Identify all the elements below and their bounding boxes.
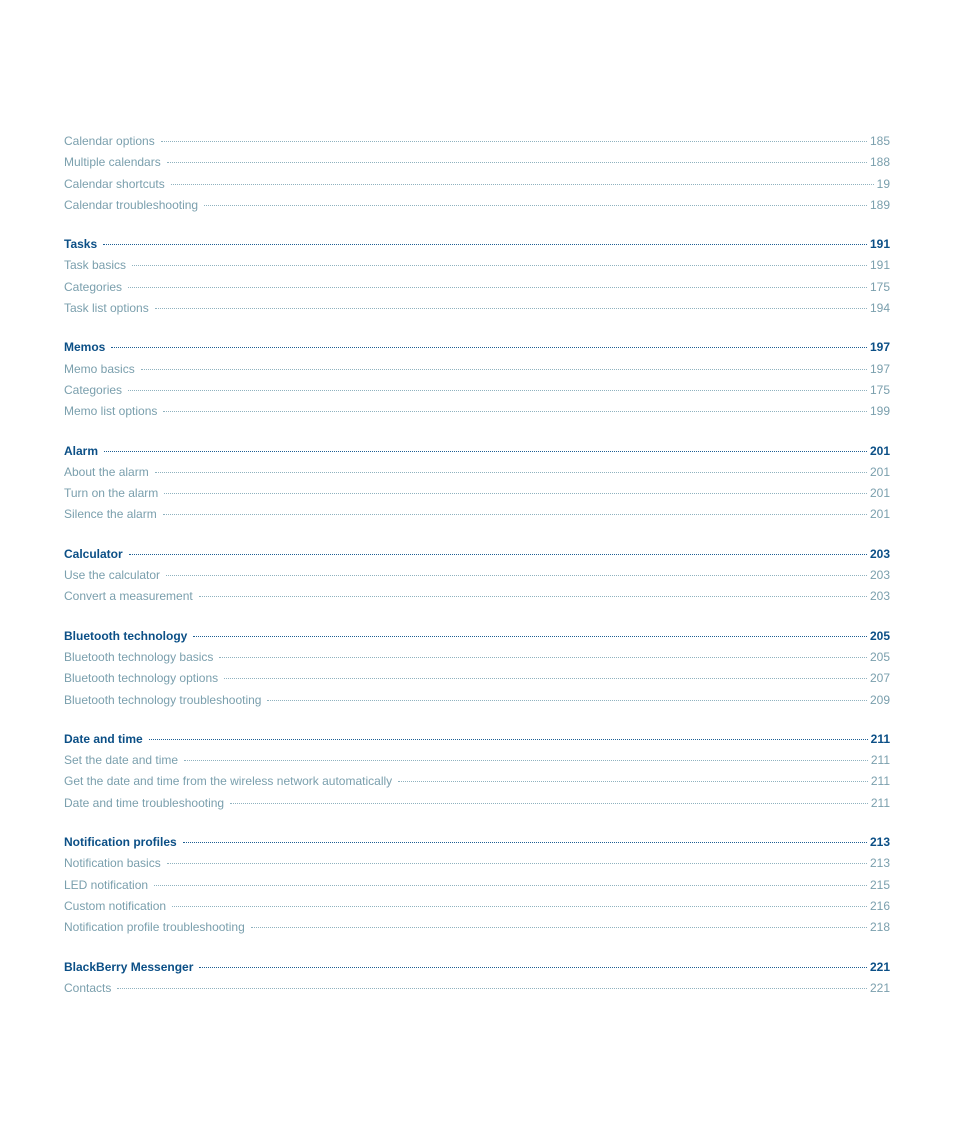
toc-entry[interactable] bbox=[64, 195, 890, 216]
toc-heading-title: BlackBerry Messenger bbox=[64, 959, 194, 974]
toc-section bbox=[64, 729, 890, 814]
toc-entry[interactable] bbox=[64, 401, 890, 422]
toc-entry-title: Memo list options bbox=[64, 404, 158, 419]
toc-entry[interactable] bbox=[64, 586, 890, 607]
dot-leader bbox=[155, 308, 867, 309]
toc-entry[interactable] bbox=[64, 380, 890, 401]
dot-leader bbox=[128, 287, 867, 288]
toc-entry-page-number: 185 bbox=[869, 134, 890, 148]
toc-entry[interactable] bbox=[64, 668, 890, 689]
dot-leader bbox=[183, 842, 867, 843]
toc-entry-page-number: 218 bbox=[869, 920, 890, 935]
toc-entry[interactable] bbox=[64, 565, 890, 586]
table-of-contents bbox=[64, 131, 890, 1017]
toc-heading[interactable] bbox=[64, 626, 890, 647]
toc-heading-page-number: 203 bbox=[869, 546, 890, 561]
toc-entry[interactable] bbox=[64, 359, 890, 380]
toc-entry[interactable] bbox=[64, 793, 890, 814]
toc-heading-page-number: 221 bbox=[869, 959, 890, 974]
toc-heading-page-number: 197 bbox=[869, 340, 890, 355]
toc-entry[interactable] bbox=[64, 978, 890, 999]
toc-section bbox=[64, 544, 890, 608]
toc-entry-page-number: 211 bbox=[870, 795, 890, 810]
dot-leader bbox=[230, 803, 868, 804]
dot-leader bbox=[171, 184, 874, 185]
toc-entry[interactable] bbox=[64, 875, 890, 896]
toc-heading-page-number: 213 bbox=[869, 835, 890, 850]
toc-entry-page-number: 215 bbox=[869, 877, 890, 892]
toc-heading-page-number: 191 bbox=[869, 237, 890, 252]
toc-entry-page-number: 211 bbox=[870, 774, 890, 789]
toc-entry[interactable] bbox=[64, 483, 890, 504]
dot-leader bbox=[155, 472, 867, 473]
toc-entry-title: Notification profile troubleshooting bbox=[64, 920, 245, 935]
toc-entry-page-number: 209 bbox=[869, 692, 890, 707]
dot-leader bbox=[172, 906, 867, 907]
toc-entry-title: LED notification bbox=[64, 877, 149, 892]
toc-entry-page-number: 203 bbox=[869, 568, 890, 583]
toc-entry-page-number: 197 bbox=[869, 361, 890, 376]
toc-entry-title: Bluetooth technology basics bbox=[64, 649, 214, 664]
toc-heading[interactable] bbox=[64, 234, 890, 255]
toc-heading[interactable] bbox=[64, 729, 890, 750]
toc-entry[interactable] bbox=[64, 298, 890, 319]
toc-entry-title: Calendar troubleshooting bbox=[64, 197, 199, 212]
toc-entry-page-number: 175 bbox=[869, 279, 890, 294]
toc-heading[interactable] bbox=[64, 441, 890, 462]
toc-entry[interactable] bbox=[64, 277, 890, 298]
toc-heading[interactable] bbox=[64, 337, 890, 358]
toc-entry-page-number: 203 bbox=[869, 589, 890, 604]
toc-entry[interactable] bbox=[64, 647, 890, 668]
dot-leader bbox=[224, 678, 867, 679]
toc-heading-title: Notification profiles bbox=[64, 835, 177, 850]
toc-entry-page-number: 213 bbox=[869, 856, 890, 871]
dot-leader bbox=[219, 657, 867, 658]
toc-heading-page-number: 201 bbox=[869, 443, 890, 458]
toc-entry-page-number: 201 bbox=[869, 464, 890, 479]
toc-heading[interactable] bbox=[64, 832, 890, 853]
toc-section bbox=[64, 626, 890, 711]
toc-section bbox=[64, 234, 890, 319]
toc-heading-title: Bluetooth technology bbox=[64, 628, 188, 643]
toc-heading-title: Date and time bbox=[64, 731, 143, 746]
dot-leader bbox=[167, 863, 867, 864]
dot-leader bbox=[398, 781, 868, 782]
toc-entry-title: Get the date and time from the wireless network automatically bbox=[64, 774, 393, 789]
toc-entry-title: Turn on the alarm bbox=[64, 486, 159, 501]
toc-heading[interactable] bbox=[64, 544, 890, 565]
dot-leader bbox=[161, 141, 867, 142]
toc-entry-page-number: 19 bbox=[876, 176, 890, 191]
dot-leader bbox=[149, 739, 868, 740]
dot-leader bbox=[204, 205, 867, 206]
toc-entry-page-number: 201 bbox=[869, 486, 890, 501]
dot-leader bbox=[141, 369, 867, 370]
dot-leader bbox=[199, 967, 867, 968]
toc-entry-title: Calendar options bbox=[64, 134, 155, 148]
toc-entry[interactable] bbox=[64, 750, 890, 771]
dot-leader bbox=[117, 988, 867, 989]
toc-entry-title: Task list options bbox=[64, 301, 149, 316]
toc-entry-title: Use the calculator bbox=[64, 568, 161, 583]
dot-leader bbox=[132, 265, 867, 266]
toc-heading-page-number: 211 bbox=[870, 731, 890, 746]
toc-entry-title: Calendar shortcuts bbox=[64, 176, 165, 191]
toc-entry-page-number: 188 bbox=[869, 155, 890, 170]
toc-entry-title: Bluetooth technology options bbox=[64, 671, 219, 686]
toc-entry[interactable] bbox=[64, 853, 890, 874]
toc-entry-page-number: 207 bbox=[869, 671, 890, 686]
toc-entry-page-number: 191 bbox=[869, 258, 890, 273]
toc-entry-title: Categories bbox=[64, 279, 123, 294]
toc-entry-title: Silence the alarm bbox=[64, 507, 157, 522]
dot-leader bbox=[267, 700, 866, 701]
toc-section bbox=[64, 832, 890, 938]
toc-entry[interactable] bbox=[64, 896, 890, 917]
toc-heading-page-number: 205 bbox=[869, 628, 890, 643]
dot-leader bbox=[184, 760, 868, 761]
toc-entry-title: Notification basics bbox=[64, 856, 161, 871]
toc-entry-page-number: 189 bbox=[869, 197, 890, 212]
toc-entry-title: Categories bbox=[64, 382, 123, 397]
dot-leader bbox=[193, 636, 867, 637]
dot-leader bbox=[167, 162, 867, 163]
dot-leader bbox=[111, 347, 867, 348]
toc-entry-title: Contacts bbox=[64, 980, 112, 995]
toc-entry-title: Bluetooth technology troubleshooting bbox=[64, 692, 262, 707]
toc-entry-title: Task basics bbox=[64, 258, 127, 273]
toc-heading-title: Alarm bbox=[64, 443, 99, 458]
toc-entry[interactable] bbox=[64, 504, 890, 525]
toc-entry-title: Set the date and time bbox=[64, 753, 179, 768]
toc-entry[interactable] bbox=[64, 690, 890, 711]
toc-entry-page-number: 201 bbox=[869, 507, 890, 522]
toc-entry[interactable] bbox=[64, 255, 890, 276]
dot-leader bbox=[251, 927, 867, 928]
toc-entry-title: Multiple calendars bbox=[64, 155, 161, 170]
dot-leader bbox=[166, 575, 867, 576]
toc-heading-title: Memos bbox=[64, 340, 106, 355]
dot-leader bbox=[163, 514, 867, 515]
dot-leader bbox=[164, 493, 867, 494]
toc-entry[interactable] bbox=[64, 462, 890, 483]
toc-entry-page-number: 199 bbox=[869, 404, 890, 419]
toc-heading[interactable] bbox=[64, 957, 890, 978]
toc-entry-title: About the alarm bbox=[64, 464, 149, 479]
toc-heading-title: Calculator bbox=[64, 546, 123, 561]
dot-leader bbox=[104, 451, 867, 452]
dot-leader bbox=[103, 244, 867, 245]
toc-entry-page-number: 175 bbox=[869, 382, 890, 397]
toc-entry-title: Memo basics bbox=[64, 361, 135, 376]
toc-entry-title: Date and time troubleshooting bbox=[64, 795, 225, 810]
toc-entry[interactable] bbox=[64, 771, 890, 792]
toc-entry-page-number: 211 bbox=[870, 753, 890, 768]
toc-entry[interactable] bbox=[64, 131, 890, 152]
toc-entry-title: Convert a measurement bbox=[64, 589, 193, 604]
toc-entry-page-number: 221 bbox=[869, 980, 890, 995]
toc-entry[interactable] bbox=[64, 152, 890, 173]
toc-entry-title: Custom notification bbox=[64, 898, 167, 913]
toc-section bbox=[64, 957, 890, 1000]
toc-section bbox=[64, 441, 890, 526]
toc-heading-title: Tasks bbox=[64, 237, 98, 252]
dot-leader bbox=[128, 390, 867, 391]
dot-leader bbox=[199, 596, 867, 597]
dot-leader bbox=[129, 554, 867, 555]
toc-entry[interactable] bbox=[64, 917, 890, 938]
dot-leader bbox=[163, 411, 867, 412]
toc-entry-page-number: 194 bbox=[869, 301, 890, 316]
dot-leader bbox=[154, 885, 867, 886]
toc-section bbox=[64, 337, 890, 422]
toc-entry-page-number: 216 bbox=[869, 898, 890, 913]
toc-entry[interactable] bbox=[64, 174, 890, 195]
toc-entry-page-number: 205 bbox=[869, 649, 890, 664]
toc-section bbox=[64, 131, 890, 216]
